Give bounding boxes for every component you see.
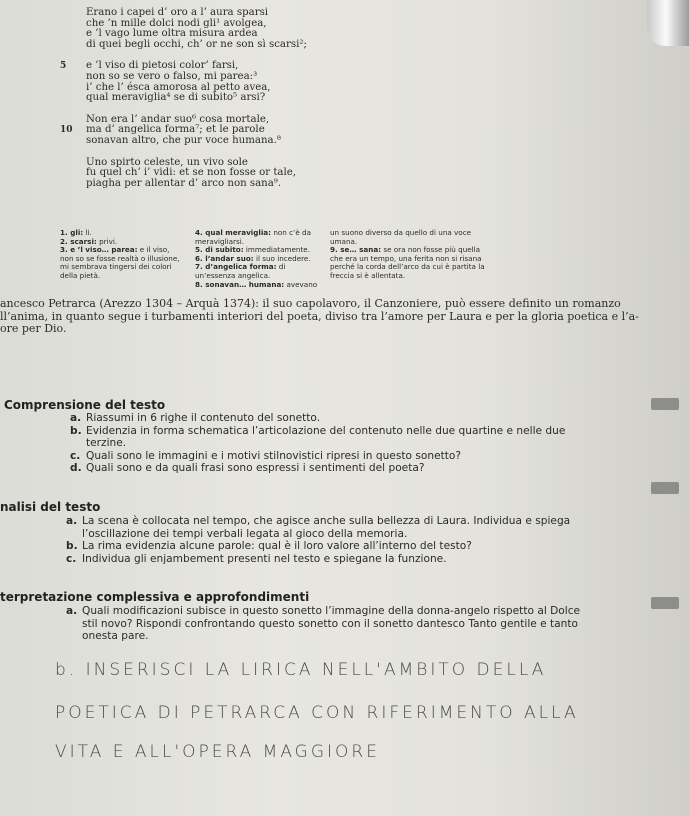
interpretazione-list bbox=[66, 605, 596, 643]
footnote-gloss: li. bbox=[83, 228, 92, 237]
footnote-gloss: immediatamente. bbox=[243, 245, 311, 255]
exercise-text: Quali sono le immagini e i motivi stilnovistici ripresi in questo sonetto? bbox=[86, 449, 461, 462]
footnote-gloss: di un’essenza angelica. bbox=[195, 262, 286, 280]
poem-line-text: Uno spirto celeste, un vivo sole bbox=[86, 156, 248, 168]
exercise-text: Quali sono e da quali frasi sono espressi i sentimenti del poeta? bbox=[86, 462, 425, 475]
bio-line: ore per Dio. bbox=[0, 322, 67, 335]
analisi-list bbox=[66, 515, 596, 565]
footnote-term: 9. se… sana: bbox=[330, 245, 382, 255]
poem-line-text: piagha per allentar d’ arco non sana⁹. bbox=[86, 177, 282, 189]
exercise-letter: c. bbox=[66, 552, 77, 565]
handwritten-line: VITA E ALL'OPERA MAGGIORE bbox=[55, 742, 380, 762]
exercise-letter: b. bbox=[66, 540, 78, 553]
line-number: 10 bbox=[60, 125, 73, 136]
poem-line-text: sonavan altro, che pur voce humana.⁸ bbox=[86, 134, 281, 146]
footnote bbox=[330, 229, 490, 246]
poem-line-text: di quei begli occhi, ch’ or ne son sì scarsi²; bbox=[86, 38, 307, 50]
poem-line-text: e ’l viso di pietosi color’ farsi, bbox=[86, 60, 239, 72]
footnote-term: 3. e ’l viso… parea: bbox=[60, 245, 138, 255]
footnote-term: 7. d’angelica forma: bbox=[195, 262, 277, 272]
footnote-gloss: avevano bbox=[284, 279, 318, 289]
footnote-term: 8. sonavan… humana: bbox=[195, 279, 285, 289]
section-title-analisi: nalisi del testo bbox=[0, 500, 101, 514]
poem-line bbox=[60, 40, 400, 51]
exercise-item bbox=[70, 425, 590, 450]
footnote-gloss: e il viso, non so se fosse realtà o illusione, mi sembrava tingersi dei colori della pietà. bbox=[60, 245, 180, 280]
footnotes bbox=[60, 229, 580, 289]
poem-line-text: i’ che l’ ésca amorosa al petto avea, bbox=[86, 81, 271, 93]
poem-line-text: non so se vero o falso, mi parea:³ bbox=[86, 70, 258, 82]
exercise-item bbox=[70, 450, 590, 463]
footnote bbox=[195, 229, 320, 246]
poem-line bbox=[60, 179, 400, 190]
poem-line bbox=[60, 93, 400, 104]
section-tag bbox=[651, 597, 679, 609]
exercise-item bbox=[70, 462, 590, 475]
handwritten-line: b. INSERISCI LA LIRICA NELL'AMBITO DELLA bbox=[55, 660, 547, 680]
handwritten-line: POETICA DI PETRARCA CON RIFERIMENTO ALLA bbox=[55, 703, 579, 723]
stanza bbox=[60, 61, 400, 103]
comprensione-list bbox=[70, 412, 590, 475]
exercise-text: Riassumi in 6 righe il contenuto del sonetto. bbox=[86, 412, 321, 424]
exercise-letter: b. bbox=[70, 424, 82, 437]
exercise-text: La rima evidenzia alcune parole: qual è il loro valore all’interno del testo? bbox=[82, 540, 472, 553]
exercise-letter: a. bbox=[66, 515, 78, 527]
footnote-term: 2. scarsi: bbox=[60, 236, 97, 246]
footnote-term: 1. gli: bbox=[60, 228, 84, 237]
stanza bbox=[60, 8, 400, 50]
footnote-gloss: non c’è da meravigliarsi. bbox=[195, 228, 312, 246]
section-title-interpretazione: terpretazione complessiva e approfondimenti bbox=[0, 590, 310, 604]
stanza bbox=[60, 158, 400, 190]
footnote bbox=[330, 246, 490, 280]
line-number: 5 bbox=[60, 61, 67, 72]
exercise-letter: a. bbox=[70, 412, 82, 424]
section-tag bbox=[651, 398, 679, 410]
pen-object bbox=[647, 0, 689, 46]
exercise-item bbox=[66, 540, 596, 553]
poem-line-text: e ’l vago lume oltra misura ardea bbox=[86, 28, 258, 40]
footnote-gloss: se ora non fosse più quella che era un tempo, una ferita non si risana perché la corda dell’arco da cui è partita la freccia si è allentata. bbox=[330, 245, 485, 280]
exercise-letter: c. bbox=[70, 449, 81, 462]
footnote-gloss: il suo incedere. bbox=[253, 253, 311, 263]
poem-line-text: qual meraviglia⁴ se di subito⁵ arsi? bbox=[86, 92, 266, 104]
section-title-comprensione: Comprensione del testo bbox=[4, 398, 166, 412]
exercise-letter: d. bbox=[70, 462, 82, 475]
exercise-text: La scena è collocata nel tempo, che agisce anche sulla bellezza di Laura. Individua e spiega l’oscillazione dei tempi verbali legata al gioco della memoria. bbox=[82, 515, 571, 540]
poem-line-text: Non era l’ andar suo⁶ cosa mortale, bbox=[86, 113, 270, 125]
footnote bbox=[60, 246, 185, 280]
poem-line-text: Erano i capei d’ oro a l’ aura sparsi bbox=[86, 7, 269, 18]
exercise-text: Quali modificazioni subisce in questo sonetto l’immagine della donna-angelo rispetto al Dolce stil novo? Rispondi confrontando questo sonetto con il sonetto dantesco Tanto gentile e tanto onesta pare. bbox=[82, 605, 581, 643]
footnote bbox=[195, 281, 320, 290]
footnote bbox=[195, 263, 320, 280]
exercise-letter: a. bbox=[66, 605, 78, 617]
exercise-item bbox=[66, 515, 596, 540]
bio-line: ll’anima, in quanto segue i turbamenti interiori del poeta, diviso tra l’amore per Laura e per la gloria poetica e l’a- bbox=[0, 309, 639, 323]
section-tag bbox=[651, 482, 679, 494]
exercise-item bbox=[66, 553, 596, 566]
poem-line-text: che ’n mille dolci nodi gli¹ avolgea, bbox=[86, 17, 267, 29]
footnote-term: 4. qual meraviglia: bbox=[195, 228, 272, 237]
poem-line-text: fu quel ch’ i’ vidi: et se non fosse or tale, bbox=[86, 167, 297, 179]
footnotes-column-3 bbox=[330, 229, 490, 289]
footnotes-column-1 bbox=[60, 229, 185, 289]
footnotes-column-2 bbox=[195, 229, 320, 289]
footnote-gloss: privi. bbox=[96, 236, 118, 246]
stanza bbox=[60, 115, 400, 147]
footnote-gloss: un suono diverso da quello di una voce umana. bbox=[330, 228, 472, 246]
footnote-term: 5. di subito: bbox=[195, 245, 244, 255]
bio-line: ancesco Petrarca (Arezzo 1304 – Arquà 1374): il suo capolavoro, il Canzoniere, può essere definito un romanzo bbox=[0, 297, 621, 310]
exercise-text: Evidenzia in forma schematica l’articolazione del contenuto nelle due quartine e nelle due terzine. bbox=[86, 424, 566, 450]
exercise-item bbox=[70, 412, 590, 425]
footnote-term: 6. l’andar suo: bbox=[195, 253, 254, 263]
poem-line bbox=[60, 136, 400, 147]
author-biography bbox=[0, 298, 680, 336]
exercise-item bbox=[66, 605, 596, 643]
exercise-text: Individua gli enjambement presenti nel testo e spiegane la funzione. bbox=[82, 552, 447, 565]
sonnet-text bbox=[60, 8, 400, 200]
poem-line-text: ma d’ angelica forma⁷; et le parole bbox=[86, 124, 265, 136]
